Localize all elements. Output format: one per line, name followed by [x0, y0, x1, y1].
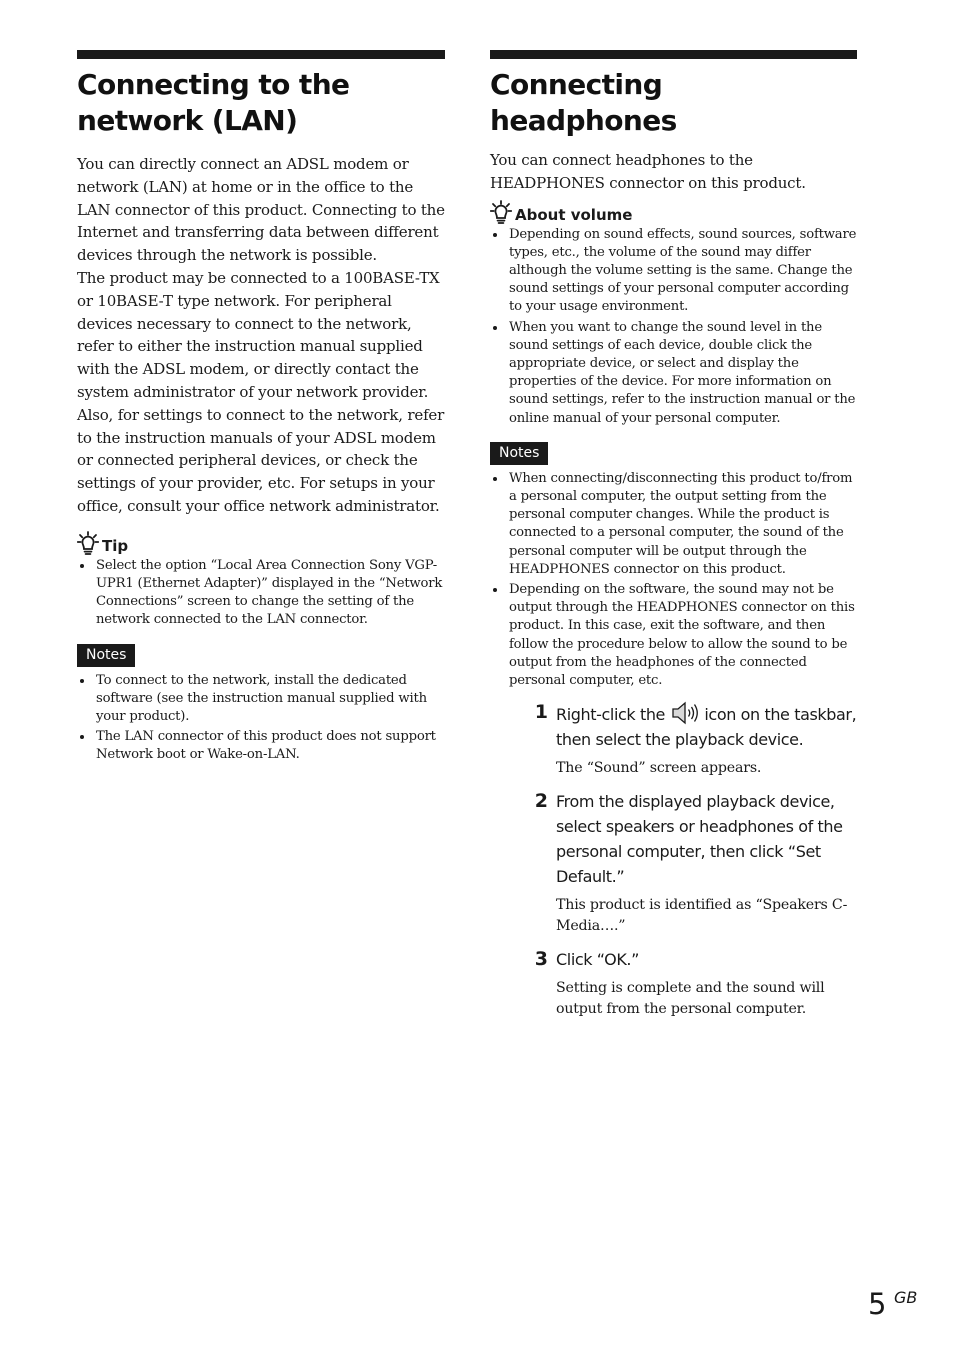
headphones-intro: You can connect headphones to the HEADPHONES connector on this product. [490, 151, 806, 192]
step-result: This product is identified as “Speakers C-Media….” [556, 897, 848, 935]
step-instruction: Right-click the icon on the taskbar, then select the playback device. [556, 700, 857, 752]
list-item: Depending on sound effects, sound sources, software types, etc., the volume of the sound may differ although the volume setting is the same. Change the sound settings of your personal computer according to your usage environment. [490, 226, 857, 317]
section-rule [77, 50, 445, 59]
step-number: 1 [534, 701, 548, 724]
lan-paragraph: You can directly connect an ADSL modem or network (LAN) at home or in the office to the LAN connector of this product. Connecting to the Internet and transferring data between different devices through the network is possible. [77, 155, 445, 265]
notes-label: Notes [77, 644, 135, 667]
lan-section [77, 50, 445, 767]
about-volume-list [490, 226, 857, 428]
lightbulb-icon [77, 531, 99, 555]
list-item: When you want to change the sound level in the sound settings of each device, double click the appropriate device, or select and display the properties of the device. For more information on sound settings, refer to the instruction manual or the online manual of your personal computer. [490, 319, 857, 428]
list-item: The LAN connector of this product does not support Network boot or Wake-on-LAN. [77, 728, 445, 764]
lan-title: Connecting to the network (LAN) [77, 68, 350, 137]
page-number: 5 [868, 1287, 887, 1321]
headphones-section [490, 50, 857, 1020]
tip-list [77, 557, 445, 630]
lan-paragraph: The product may be connected to a 100BASE-TX or 10BASE-T type network. For peripheral devices necessary to connect to the network, refer to either the instruction manual supplied with the ADSL modem, or directly contact the system administrator of your network provider. [77, 268, 440, 401]
lan-notes-block [77, 644, 445, 765]
tip-label: Tip [102, 536, 129, 555]
lightbulb-icon [490, 200, 512, 224]
lan-body [77, 153, 445, 518]
headphones-notes-block [490, 442, 857, 690]
region-code: GB [894, 1288, 918, 1307]
list-item: To connect to the network, install the dedicated software (see the instruction manual supplied with your product). [77, 672, 445, 727]
notes-label: Notes [490, 442, 548, 465]
step-result: Setting is complete and the sound will output from the personal computer. [556, 980, 825, 1018]
section-rule [490, 50, 857, 59]
about-volume-block [490, 200, 857, 428]
step-number: 2 [534, 790, 548, 813]
step-number: 3 [534, 948, 548, 971]
notes-list [490, 470, 857, 690]
tip-block [77, 531, 445, 630]
speaker-icon [670, 700, 700, 726]
about-volume-heading [490, 200, 857, 224]
list-item: Select the option “Local Area Connection Sony VGP-UPR1 (Ethernet Adapter)” displayed in the “Network Connections” screen to change the setting of the network connected to the LAN connector. [77, 557, 445, 630]
tip-heading [77, 531, 445, 555]
step-1 [490, 700, 857, 779]
notes-list [77, 672, 445, 765]
about-volume-label: About volume [515, 205, 633, 224]
lan-paragraph: Also, for settings to connect to the network, refer to the instruction manuals of your ADSL modem or connected peripheral devices, or check the settings of your provider, etc. For setups in your office, consult your office network administrator. [77, 405, 445, 515]
step-2 [490, 789, 857, 937]
list-item: Depending on the software, the sound may not be output through the HEADPHONES connector on this product. In this case, exit the software, and then follow the procedure below to allow the sound to be output from the headphones of the connected personal computer, etc. [490, 581, 857, 690]
step-result: The “Sound” screen appears. [556, 760, 762, 777]
step-instruction: From the displayed playback device, select speakers or headphones of the personal computer, then click “Set Default.” [556, 792, 843, 887]
step-instruction: Click “OK.” [556, 950, 639, 970]
list-item: When connecting/disconnecting this product to/from a personal computer, the output setting from the personal computer changes. While the product is connected to a personal computer, the sound of the personal computer will be output through the HEADPHONES connector on this product. [490, 470, 857, 579]
headphones-title: Connecting headphones [490, 68, 677, 137]
step-3 [490, 947, 857, 1020]
steps-list [490, 700, 857, 1020]
